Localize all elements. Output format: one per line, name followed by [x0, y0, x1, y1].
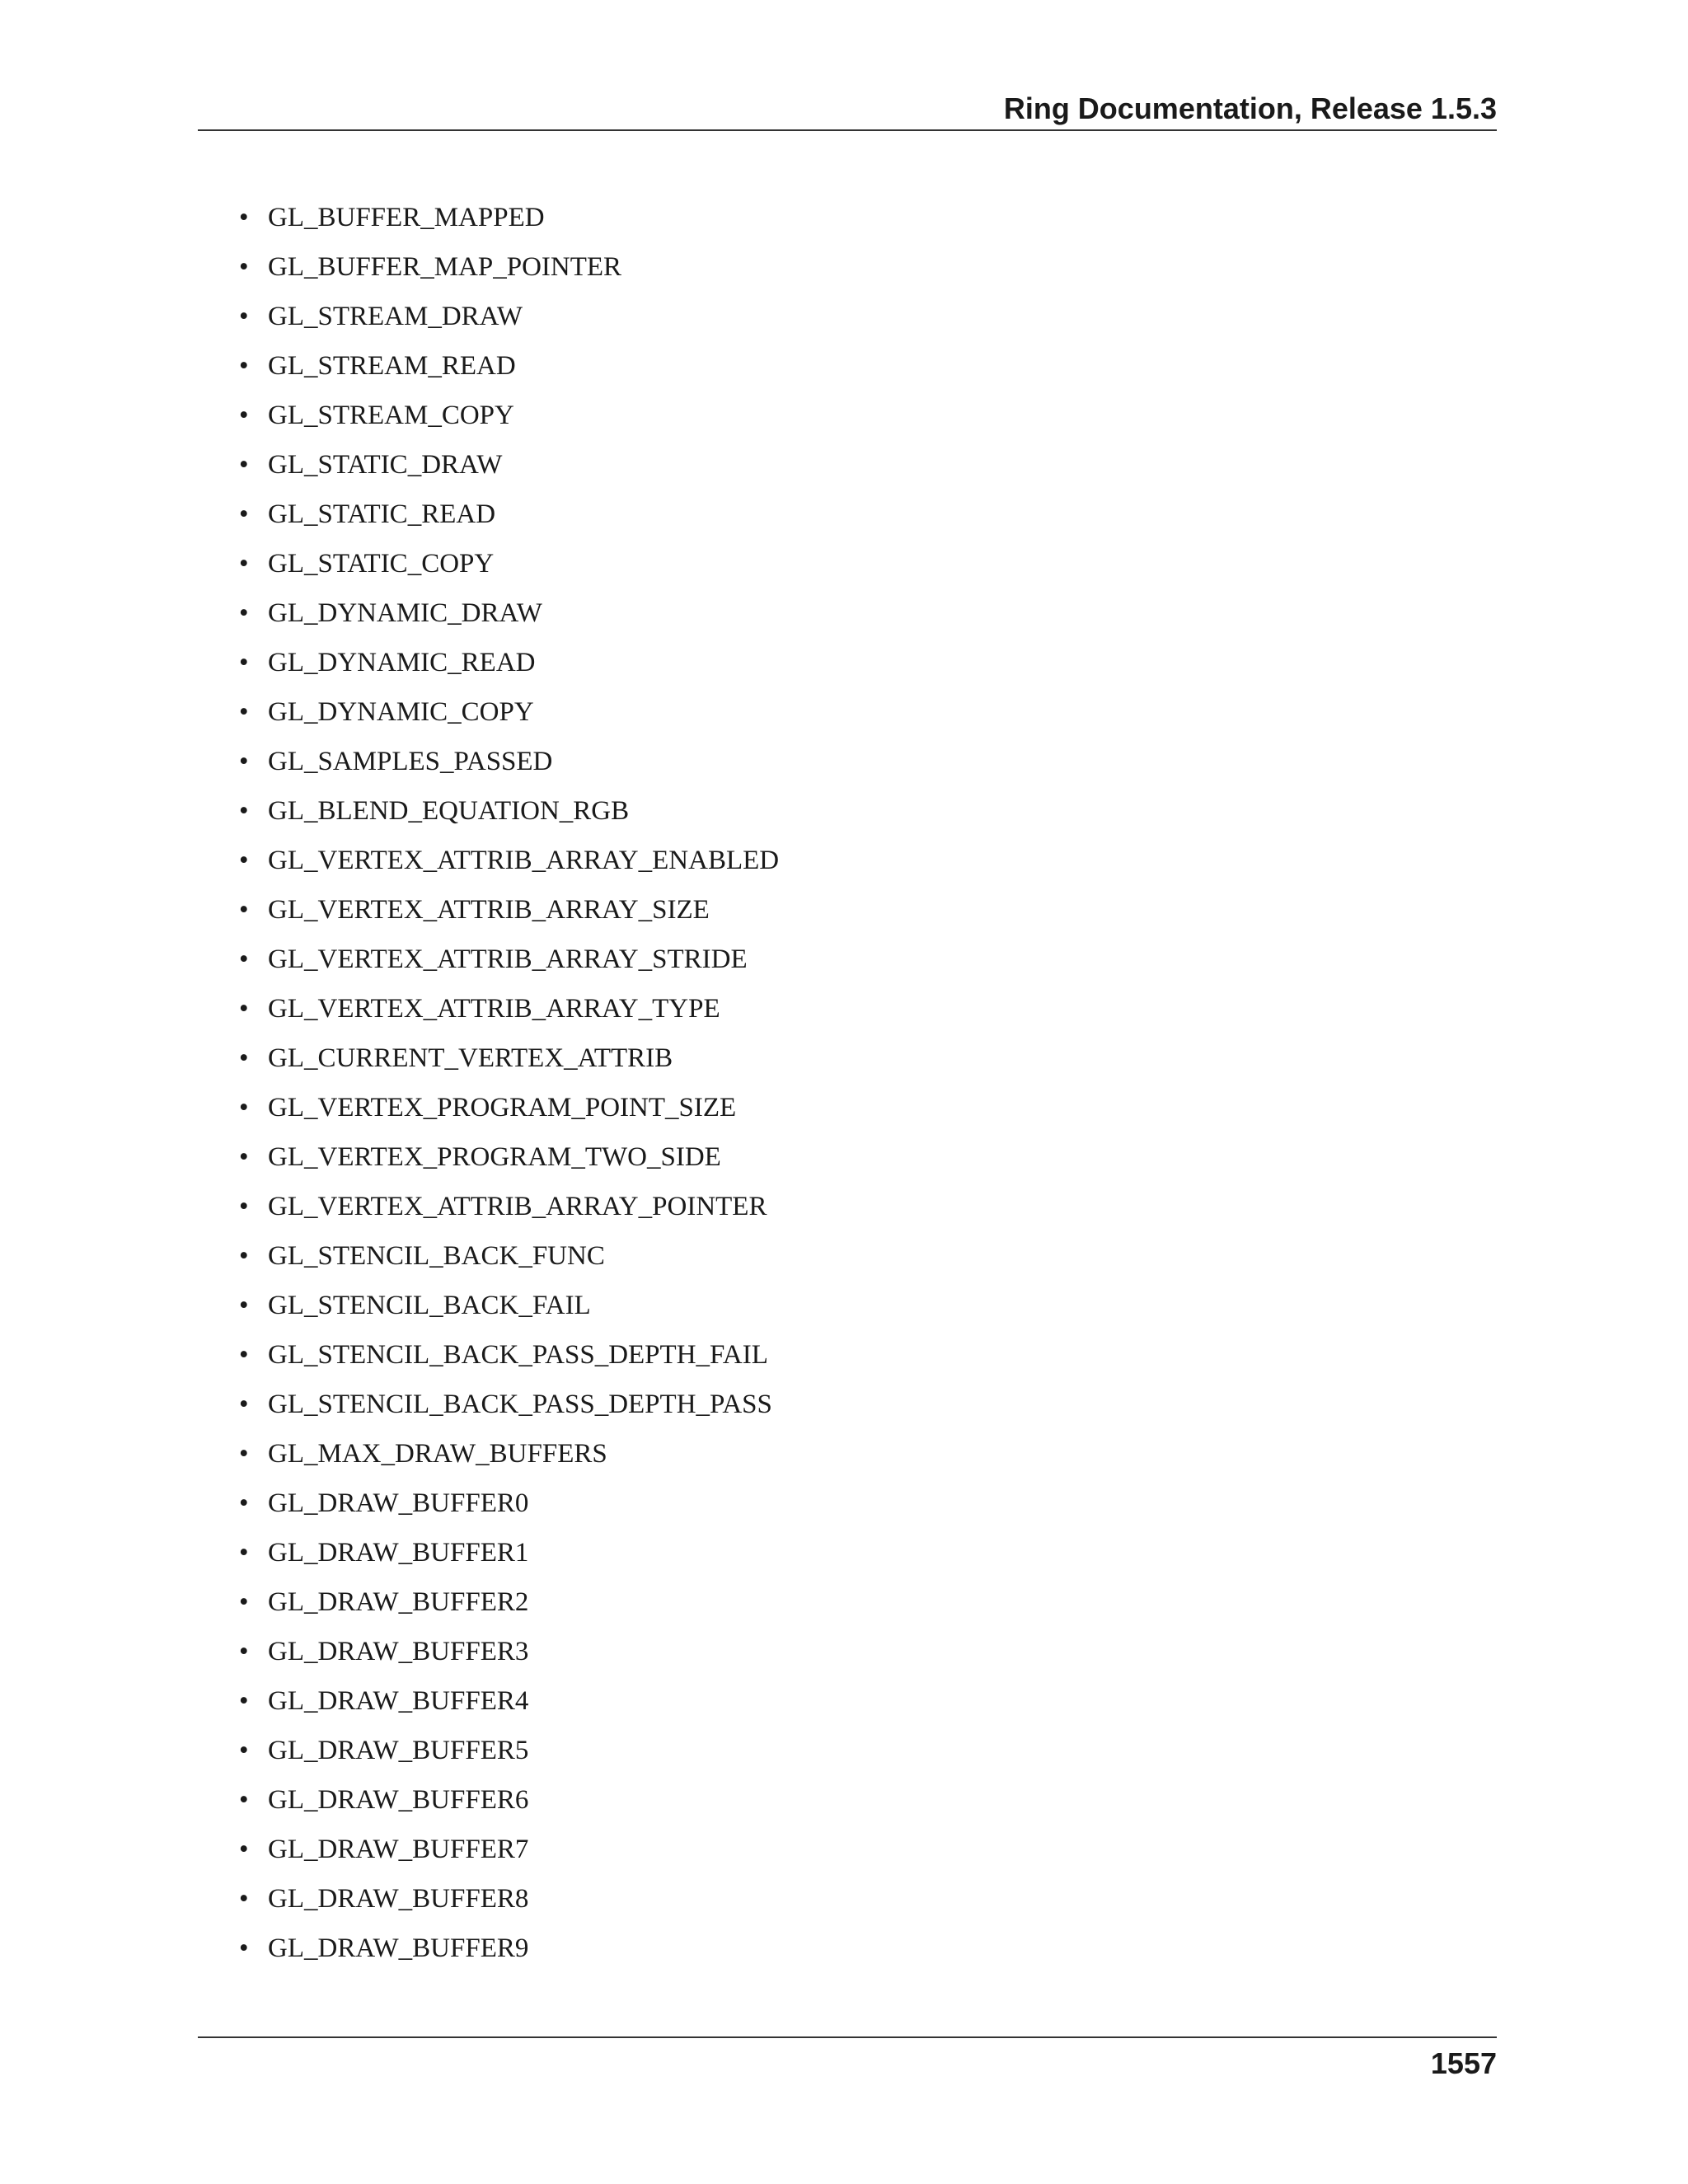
list-item-text: GL_BUFFER_MAP_POINTER: [268, 252, 622, 282]
bullet-icon: •: [239, 697, 249, 727]
list-item-text: GL_DYNAMIC_DRAW: [268, 598, 542, 628]
list-item: [239, 940, 779, 989]
list-item: [239, 890, 779, 940]
list-item-text: GL_STREAM_READ: [268, 351, 516, 381]
bullet-icon: •: [239, 1340, 249, 1370]
bullet-icon: •: [239, 648, 249, 677]
list-item: [239, 742, 779, 791]
list-item: [239, 692, 779, 742]
list-item-text: GL_CURRENT_VERTEX_ATTRIB: [268, 1043, 673, 1073]
list-item: [239, 1929, 779, 1978]
list-item: [239, 544, 779, 593]
bullet-icon: •: [239, 1192, 249, 1221]
list-item: [239, 841, 779, 890]
list-item: [239, 1681, 779, 1731]
list-item-text: GL_STATIC_READ: [268, 499, 496, 529]
bullet-icon: •: [239, 1884, 249, 1914]
bullet-icon: •: [239, 895, 249, 925]
bullet-icon: •: [239, 598, 249, 628]
list-item-text: GL_BLEND_EQUATION_RGB: [268, 796, 630, 826]
list-item-text: GL_DRAW_BUFFER9: [268, 1933, 529, 1963]
list-item: [239, 198, 779, 247]
list-item-text: GL_DYNAMIC_COPY: [268, 697, 534, 727]
list-item: [239, 989, 779, 1038]
list-item-text: GL_STATIC_COPY: [268, 549, 495, 579]
list-item-text: GL_DRAW_BUFFER1: [268, 1538, 529, 1568]
list-item-text: GL_DRAW_BUFFER4: [268, 1686, 529, 1716]
list-item-text: GL_STREAM_COPY: [268, 401, 514, 430]
constant-list: [239, 198, 779, 1978]
list-item: [239, 1780, 779, 1830]
bullet-icon: •: [239, 549, 249, 579]
list-item: [239, 1731, 779, 1780]
bullet-icon: •: [239, 1488, 249, 1518]
list-item-text: GL_DRAW_BUFFER8: [268, 1884, 529, 1914]
bullet-icon: •: [239, 1538, 249, 1568]
bullet-icon: •: [239, 1439, 249, 1469]
list-item: [239, 1830, 779, 1879]
list-item-text: GL_STENCIL_BACK_FAIL: [268, 1291, 591, 1320]
list-item-text: GL_STATIC_DRAW: [268, 450, 503, 480]
bullet-icon: •: [239, 401, 249, 430]
footer-rule: [198, 2036, 1497, 2038]
list-item-text: GL_DRAW_BUFFER3: [268, 1637, 529, 1666]
bullet-icon: •: [239, 1142, 249, 1172]
list-item-text: GL_DRAW_BUFFER7: [268, 1835, 529, 1864]
bullet-icon: •: [239, 1241, 249, 1271]
list-item: [239, 1088, 779, 1137]
list-item-text: GL_VERTEX_ATTRIB_ARRAY_SIZE: [268, 895, 710, 925]
list-item-text: GL_DRAW_BUFFER2: [268, 1587, 529, 1617]
bullet-icon: •: [239, 1933, 249, 1963]
list-item: [239, 1038, 779, 1088]
list-item: [239, 1335, 779, 1385]
list-item-text: GL_VERTEX_ATTRIB_ARRAY_STRIDE: [268, 944, 748, 974]
list-item-text: GL_STENCIL_BACK_FUNC: [268, 1241, 605, 1271]
list-item: [239, 1187, 779, 1236]
bullet-icon: •: [239, 1291, 249, 1320]
list-item: [239, 445, 779, 494]
list-item-text: GL_DRAW_BUFFER5: [268, 1736, 529, 1765]
bullet-icon: •: [239, 1785, 249, 1815]
bullet-icon: •: [239, 846, 249, 875]
bullet-icon: •: [239, 450, 249, 480]
list-item: [239, 494, 779, 544]
bullet-icon: •: [239, 203, 249, 232]
list-item-text: GL_VERTEX_PROGRAM_POINT_SIZE: [268, 1093, 737, 1122]
list-item: [239, 593, 779, 643]
list-item-text: GL_DRAW_BUFFER0: [268, 1488, 529, 1518]
list-item: [239, 1236, 779, 1286]
list-item: [239, 297, 779, 346]
bullet-icon: •: [239, 499, 249, 529]
bullet-icon: •: [239, 1093, 249, 1122]
bullet-icon: •: [239, 1736, 249, 1765]
header-rule: [198, 129, 1497, 131]
list-item: [239, 1582, 779, 1632]
list-item: [239, 643, 779, 692]
list-item-text: GL_VERTEX_PROGRAM_TWO_SIDE: [268, 1142, 721, 1172]
bullet-icon: •: [239, 1043, 249, 1073]
list-item-text: GL_VERTEX_ATTRIB_ARRAY_ENABLED: [268, 846, 780, 875]
list-item-text: GL_DRAW_BUFFER6: [268, 1785, 529, 1815]
bullet-icon: •: [239, 1390, 249, 1419]
list-item-text: GL_STREAM_DRAW: [268, 302, 523, 331]
list-item-text: GL_BUFFER_MAPPED: [268, 203, 545, 232]
list-item: [239, 1434, 779, 1483]
list-item: [239, 1632, 779, 1681]
list-item: [239, 1385, 779, 1434]
bullet-icon: •: [239, 944, 249, 974]
list-item-text: GL_VERTEX_ATTRIB_ARRAY_TYPE: [268, 994, 720, 1024]
list-item: [239, 1483, 779, 1533]
bullet-icon: •: [239, 351, 249, 381]
list-item: [239, 1879, 779, 1929]
page-number: 1557: [1430, 2046, 1497, 2080]
list-item-text: GL_VERTEX_ATTRIB_ARRAY_POINTER: [268, 1192, 767, 1221]
list-item: [239, 791, 779, 841]
bullet-icon: •: [239, 302, 249, 331]
bullet-icon: •: [239, 1587, 249, 1617]
list-item-text: GL_MAX_DRAW_BUFFERS: [268, 1439, 607, 1469]
list-item: [239, 1533, 779, 1582]
list-item: [239, 1286, 779, 1335]
bullet-icon: •: [239, 1835, 249, 1864]
bullet-icon: •: [239, 1686, 249, 1716]
bullet-icon: •: [239, 994, 249, 1024]
list-item-text: GL_STENCIL_BACK_PASS_DEPTH_FAIL: [268, 1340, 768, 1370]
bullet-icon: •: [239, 1637, 249, 1666]
bullet-icon: •: [239, 747, 249, 776]
list-item-text: GL_DYNAMIC_READ: [268, 648, 536, 677]
bullet-icon: •: [239, 252, 249, 282]
list-item: [239, 396, 779, 445]
list-item: [239, 247, 779, 297]
list-item: [239, 346, 779, 396]
list-item-text: GL_SAMPLES_PASSED: [268, 747, 553, 776]
list-item-text: GL_STENCIL_BACK_PASS_DEPTH_PASS: [268, 1390, 772, 1419]
running-header: Ring Documentation, Release 1.5.3: [1003, 91, 1497, 125]
list-item: [239, 1137, 779, 1187]
bullet-icon: •: [239, 796, 249, 826]
